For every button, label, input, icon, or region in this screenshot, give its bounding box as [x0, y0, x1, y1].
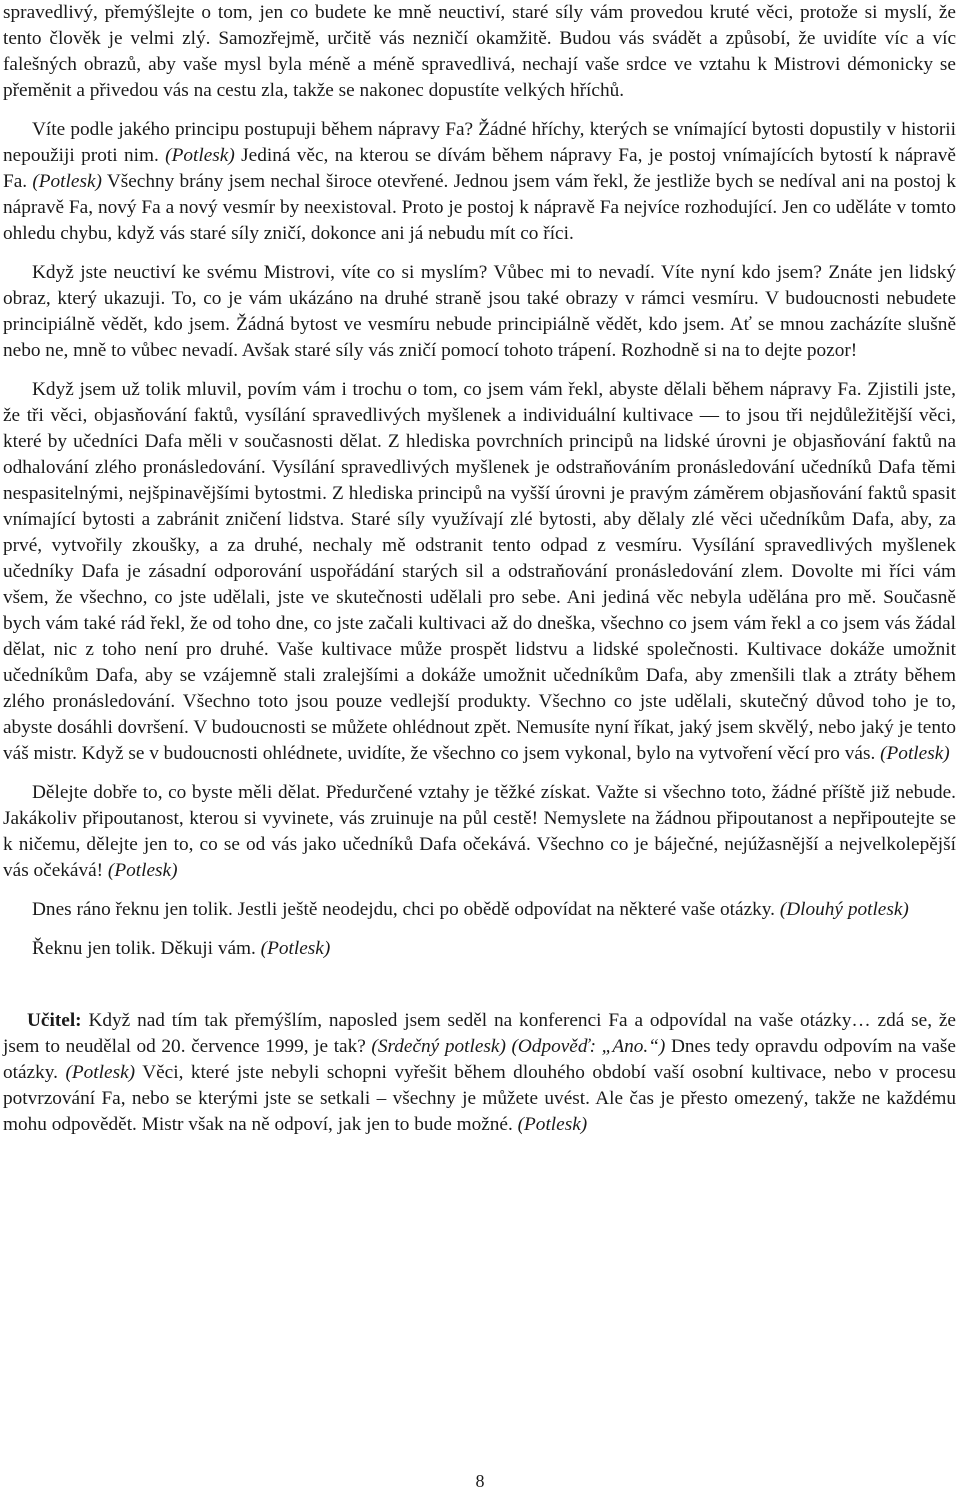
text-run: Věci, které jste nebyli schopni vyřešit během dlouhého období vaší osobní kultivace, nebo v procesu potvrzování Fa, nebo se kterými jste se setkali – všechny je můžete uvést. Ale čas je přesto omezený, takže ne každému mohu odpovědět. Mistr však na ně odpoví, jak jen to bude možné. [3, 1062, 956, 1135]
paragraph [3, 260, 956, 364]
applause-note: (Potlesk) [65, 1062, 136, 1083]
paragraph [3, 0, 956, 104]
paragraph [3, 117, 956, 247]
applause-note: (Potlesk) [517, 1114, 588, 1135]
text-run: Všechny brány jsem nechal široce otevřené. Jednou jsem vám řekl, že jestliže bych se nedíval ani na postoj k nápravě Fa, nový Fa a nový vesmír by neexistoval. Proto je postoj k nápravě Fa nejvíce rozhodující. Jen co uděláte v tomto ohledu chybu, když vás staré síly zničí, dokonce ani já nebudu mít co říci. [3, 171, 956, 244]
text-run: Dnes tedy opravdu odpovím na vaše otázky. [3, 1036, 956, 1083]
applause-note: (Potlesk) [880, 743, 950, 764]
applause-note: (Potlesk) [107, 860, 178, 881]
text-run: Dělejte dobře to, co byste měli dělat. Předurčené vztahy je těžké získat. Važte si všechno toto, žádné příště již nebude. Jakákoliv připoutanost, kterou si vyvinete, vás zruinuje na půl cestě! Nemyslete na žádnou připoutanost a nepřipoutejte se k ničemu, dělejte jen to, co se od vás jako učedníků Dafa očekává. Všechno co je báječné, nejúžasnější a nejvelkolepější vás očekává! [3, 782, 956, 881]
applause-note: (Dlouhý potlesk) [779, 899, 909, 920]
document-page [3, 0, 956, 1138]
paragraph [3, 377, 956, 767]
text-run: Když jste neuctiví ke svému Mistrovi, víte co si myslím? Vůbec mi to nevadí. Víte nyní kdo jsem? Znáte jen lidský obraz, který ukazuji. To, co je vám ukázáno na druhé straně jsou také obrazy v rámci vesmíru. V budoucnosti nebudete principiálně vědět, kdo jsem. Žádná bytost ve vesmíru nebude principiálně vědět, kdo jsem. Ať se mnou zacházíte slušně nebo ne, mně to vůbec nevadí. Avšak staré síly vás zničí pomocí tohoto trápení. Rozhodně si na to dejte pozor! [3, 262, 956, 361]
paragraph [3, 897, 956, 923]
page-number: 8 [475, 1471, 485, 1491]
text-run: Když nad tím tak přemýšlím, naposled jsem seděl na konferenci Fa a odpovídal na vaše otázky… zdá se, že jsem to neudělal od 20. července 1999, je tak? [3, 1010, 956, 1057]
paragraph-question-answer [3, 1008, 956, 1138]
text-run: Dnes ráno řeknu jen tolik. Jestli ještě neodejdu, chci po obědě odpovídat na některé vaše otázky. [32, 899, 780, 920]
applause-note: (Potlesk) [165, 145, 235, 166]
text-run: Když jsem už tolik mluvil, povím vám i trochu o tom, co jsem vám řekl, abyste dělali během nápravy Fa. Zjistili jste, že tři věci, objasňování faktů, vysílání spravedlivých myšlenek a individuální kultivace — to jsou tři nejdůležitější věci, které by učedníci Dafa měli v současnosti dělat. Z hlediska povrchních principů na lidské úrovni je objasňování faktů na odhalování zlého pronásledování. Vysílání spravedlivých myšlenek je odstraňováním pronásledování učedníků Dafa těmi nespasitelnými, nejšpinavějšími bytostmi. Z hlediska principů na vyšší úrovni je pravým záměrem objasňování faktů spasit vnímající bytosti a zabránit zničení lidstva. Staré síly využívají zlé bytosti, aby dělaly zlé věci učedníkům Dafa, aby, za prvé, vytvořily zkoušky, a za druhé, nechaly mě odstranit tento odpad z vesmíru. Vysílání spravedlivých myšlenek učedníky Dafa je zásadní odporování uspořádání starých sil a odstraňování pronásledování zlem. Dovolte mi říci vám všem, že všechno, co jste udělali, jste ve skutečnosti udělali pro sebe. Ani jediná věc nebyla udělána pro mě. Současně bych vám také rád řekl, že od toho dne, co jste začali kultivaci až do dneška, všechno co jsem vám řekl a co jsem vás žádal dělat, nic z toho není pro druhé. Vaše kultivace může prospět lidstvu a lidské společnosti. Kultivace dokáže umožnit učedníkům Dafa, aby se vzájemně stali zralejšími a dokáže umožnit učedníkům Dafa, aby zmenšili tlak a ztráty během zlého pronásledování. Všechno toto jsou pouze vedlejší produkty. Všechno co jste udělali, skutečný důvod toho je to, abyste dosáhli dovršení. V budoucnosti se můžete ohlédnout zpět. Nemusíte nyní říkat, jaký jsem skvělý, nebo jaký je tento váš mistr. Když se v budoucnosti ohlédnete, uvidíte, že všechno co jsem vykonal, bylo na vytvoření věcí pro vás. [3, 379, 956, 764]
text-run: Jediná věc, na kterou se dívám během nápravy Fa, je postoj vnímajících bytostí k nápravě Fa. [3, 145, 956, 192]
text-run: spravedlivý, přemýšlejte o tom, jen co budete ke mně neuctiví, staré síly vám provedou kruté věci, protože si myslí, že tento člověk je velmi zlý. Samozřejmě, určitě vás nezničí okamžitě. Budou vás svádět a způsobí, že uvidíte víc a víc falešných obrazů, aby vaše mysl byla méně a méně spravedlivá, nechají vaše srdce ve vztahu k Mistrovi démonicky se přeměnit a přivedou vás na cestu zla, takže se nakonec dopustíte velkých hříchů. [3, 2, 956, 101]
applause-note: (Srdečný potlesk) (Odpověď: „Ano.“) [371, 1036, 666, 1057]
applause-note: (Potlesk) [32, 171, 102, 192]
text-run: Víte podle jakého principu postupuji během nápravy Fa? Žádné hříchy, kterých se vnímající bytosti dopustily v historii nepoužiji proti nim. [3, 119, 956, 166]
paragraph [3, 936, 956, 962]
text-run: Řeknu jen tolik. Děkuji vám. [32, 938, 261, 959]
paragraph [3, 780, 956, 884]
applause-note: (Potlesk) [260, 938, 331, 959]
speaker-label: Učitel: [27, 1010, 82, 1031]
